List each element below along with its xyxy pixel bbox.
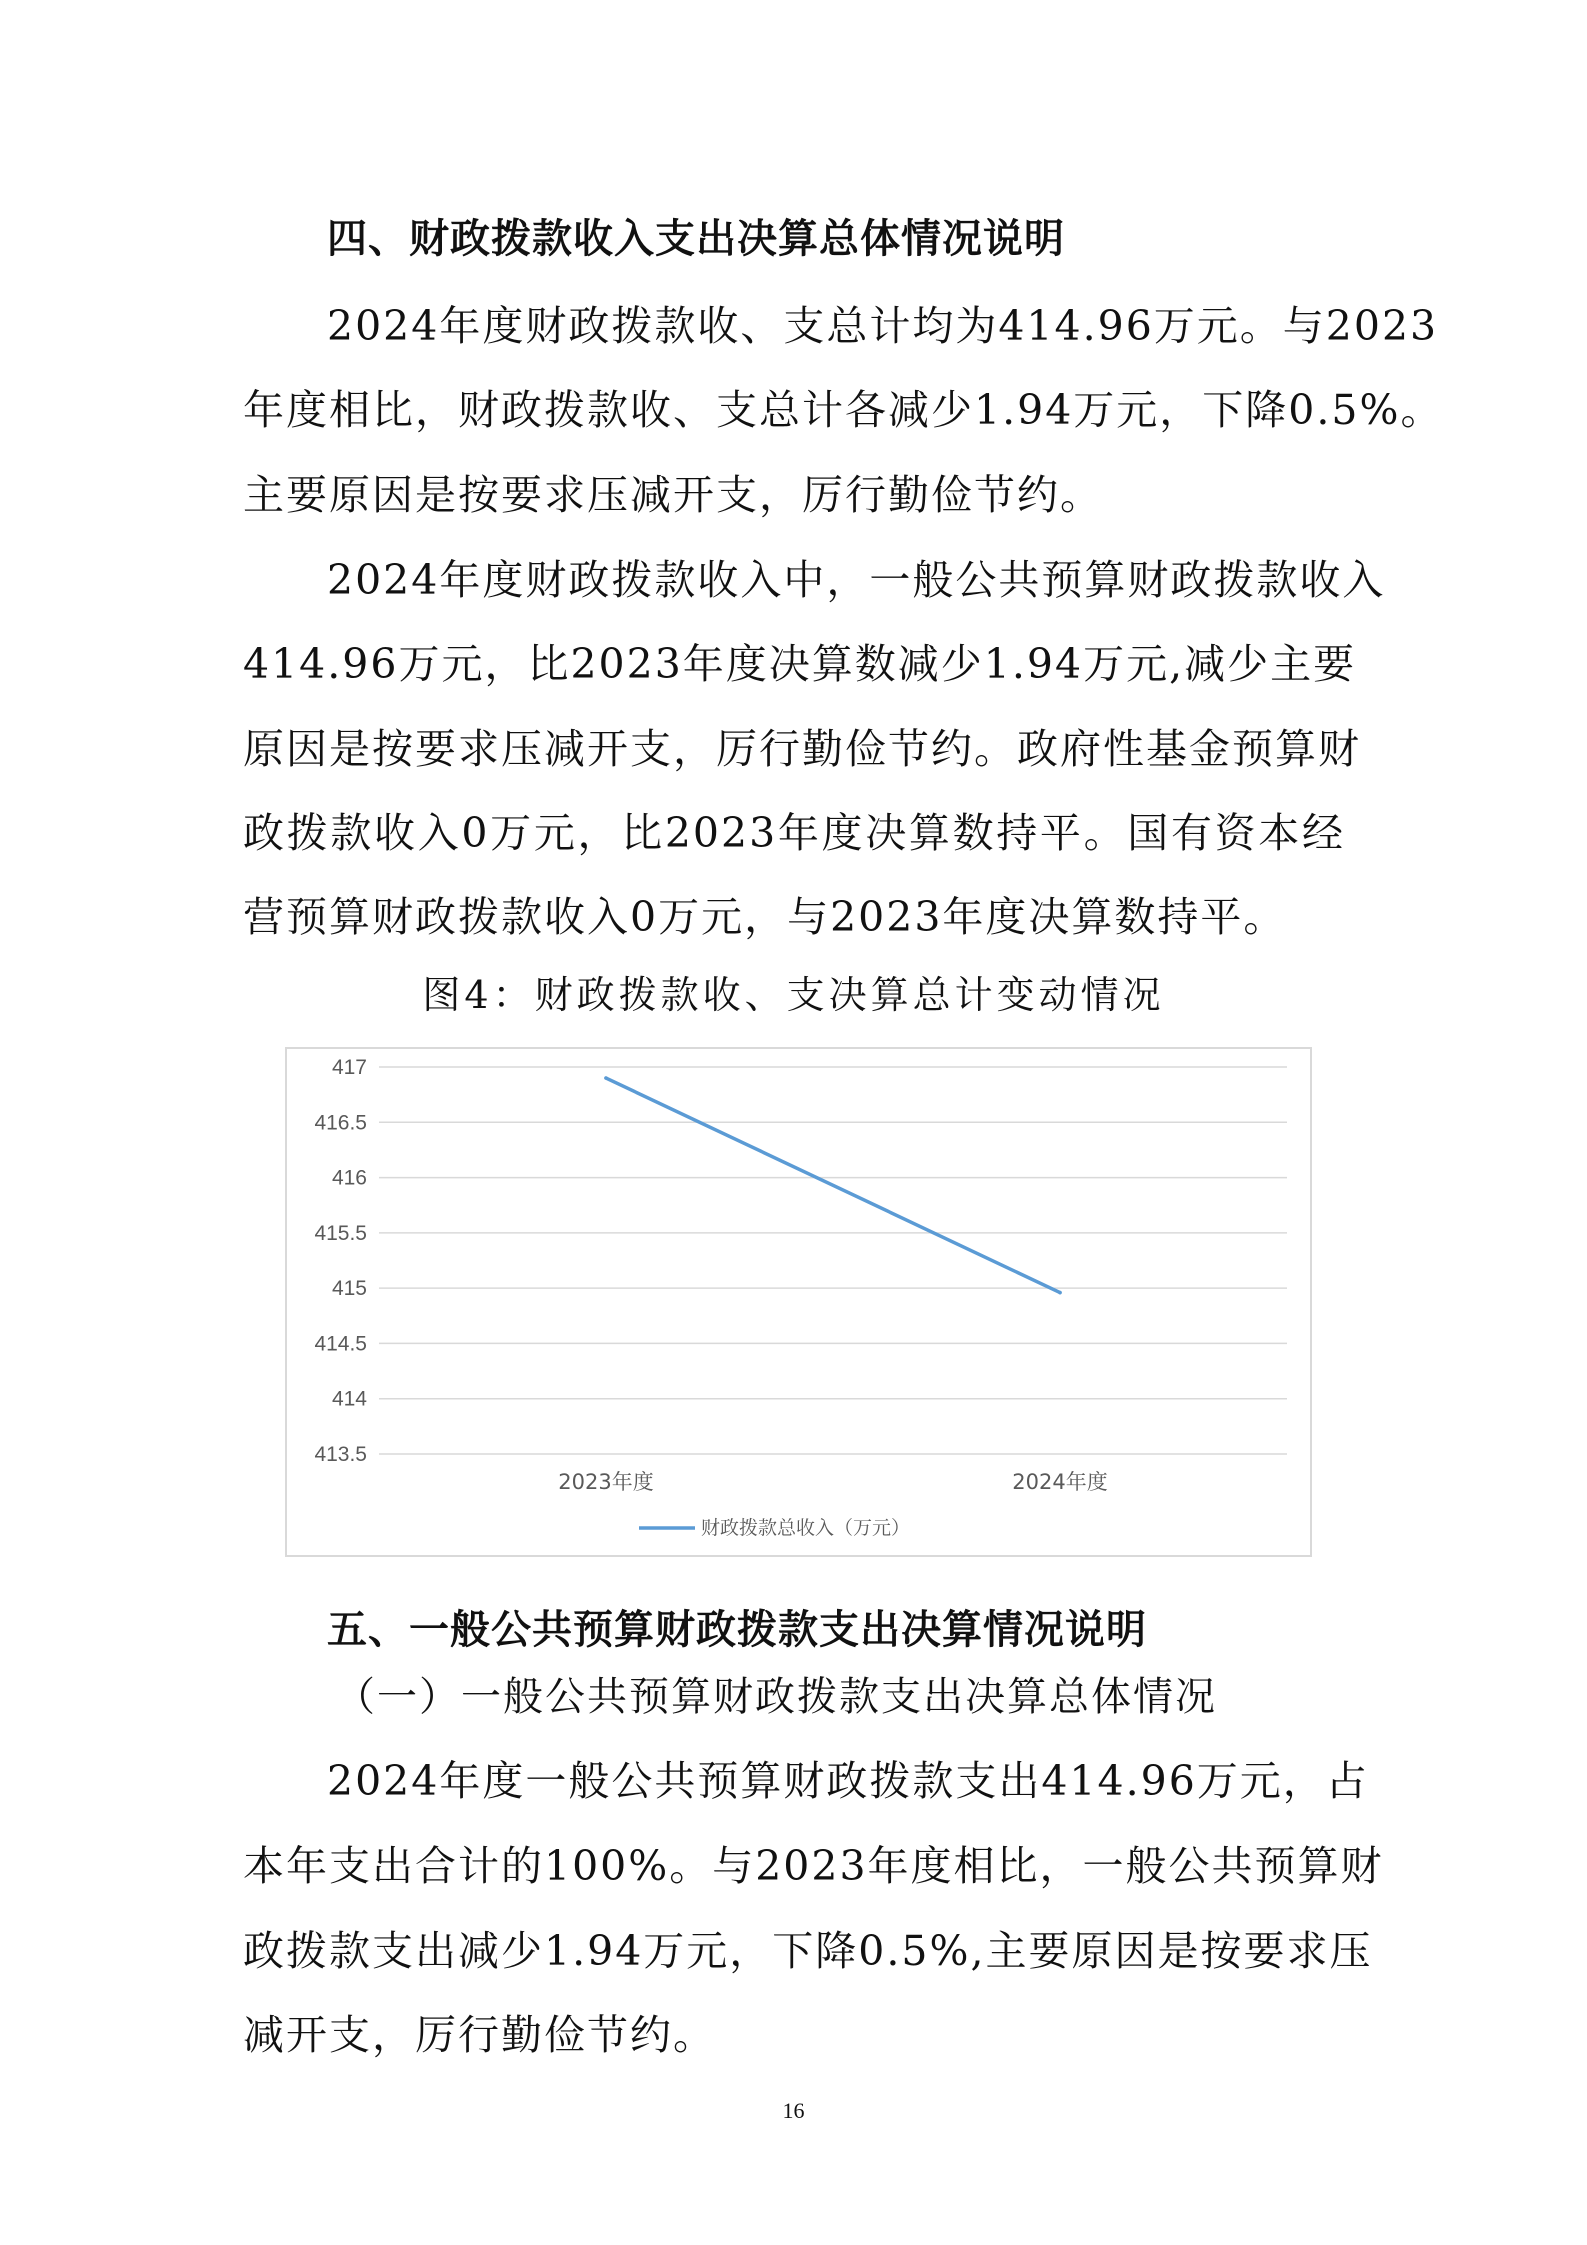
section-4-para1-line-1: 2024年度财政拨款收、支总计均为414.96万元。与2023	[327, 302, 1439, 350]
y-tick-label: 415.5	[314, 1221, 367, 1245]
data-point	[604, 1076, 608, 1080]
section-5-heading: 五、一般公共预算财政拨款支出决算情况说明	[327, 1607, 1147, 1653]
section-4-para1-line-3: 主要原因是按要求压减开支，厉行勤俭节约。	[243, 471, 1103, 519]
figure-caption: 图4：财政拨款收、支决算总计变动情况	[422, 973, 1165, 1017]
page-number: 16	[782, 2098, 805, 2123]
section-4-para2-line-3: 原因是按要求压减开支，厉行勤俭节约。政府性基金预算财	[243, 725, 1361, 773]
section-4-para1-line-2: 年度相比，财政拨款收、支总计各减少1.94万元，下降0.5%。	[243, 386, 1444, 434]
y-tick-label: 417	[331, 1056, 367, 1079]
line-chart	[287, 1049, 1310, 1555]
section-4-para2-line-1: 2024年度财政拨款收入中，一般公共预算财政拨款收入	[327, 556, 1386, 604]
section-5-para-line-2: 本年支出合计的100%。与2023年度相比，一般公共预算财	[243, 1842, 1384, 1890]
section-4-heading: 四、财政拨款收入支出决算总体情况说明	[327, 216, 1065, 262]
series-line	[606, 1078, 1060, 1293]
y-tick-label: 416.5	[314, 1111, 367, 1135]
section-4-para2-line-4: 政拨款收入0万元，比2023年度决算数持平。国有资本经	[243, 809, 1345, 857]
chart-frame	[285, 1047, 1312, 1557]
y-tick-label: 414.5	[314, 1332, 367, 1356]
section-5-subheading: （一）一般公共预算财政拨款支出决算总体情况	[335, 1674, 1217, 1720]
data-point	[1058, 1291, 1062, 1295]
y-tick-label: 415	[331, 1277, 367, 1301]
y-tick-label: 416	[331, 1166, 367, 1190]
section-5-para-line-4: 减开支，厉行勤俭节约。	[243, 2011, 716, 2059]
legend-label: 财政拨款总收入（万元）	[701, 1517, 911, 1539]
y-tick-label: 413.5	[314, 1443, 367, 1466]
section-5-para-line-3: 政拨款支出减少1.94万元，下降0.5%,主要原因是按要求压	[243, 1927, 1373, 1975]
section-5-para-line-1: 2024年度一般公共预算财政拨款支出414.96万元，占	[327, 1757, 1369, 1805]
x-tick-label: 2024年度	[1012, 1470, 1108, 1494]
x-tick-label: 2023年度	[558, 1470, 654, 1494]
section-4-para2-line-5: 营预算财政拨款收入0万元，与2023年度决算数持平。	[243, 893, 1287, 941]
section-4-para2-line-2: 414.96万元，比2023年度决算数减少1.94万元,减少主要	[243, 640, 1357, 688]
y-tick-label: 414	[331, 1387, 367, 1411]
